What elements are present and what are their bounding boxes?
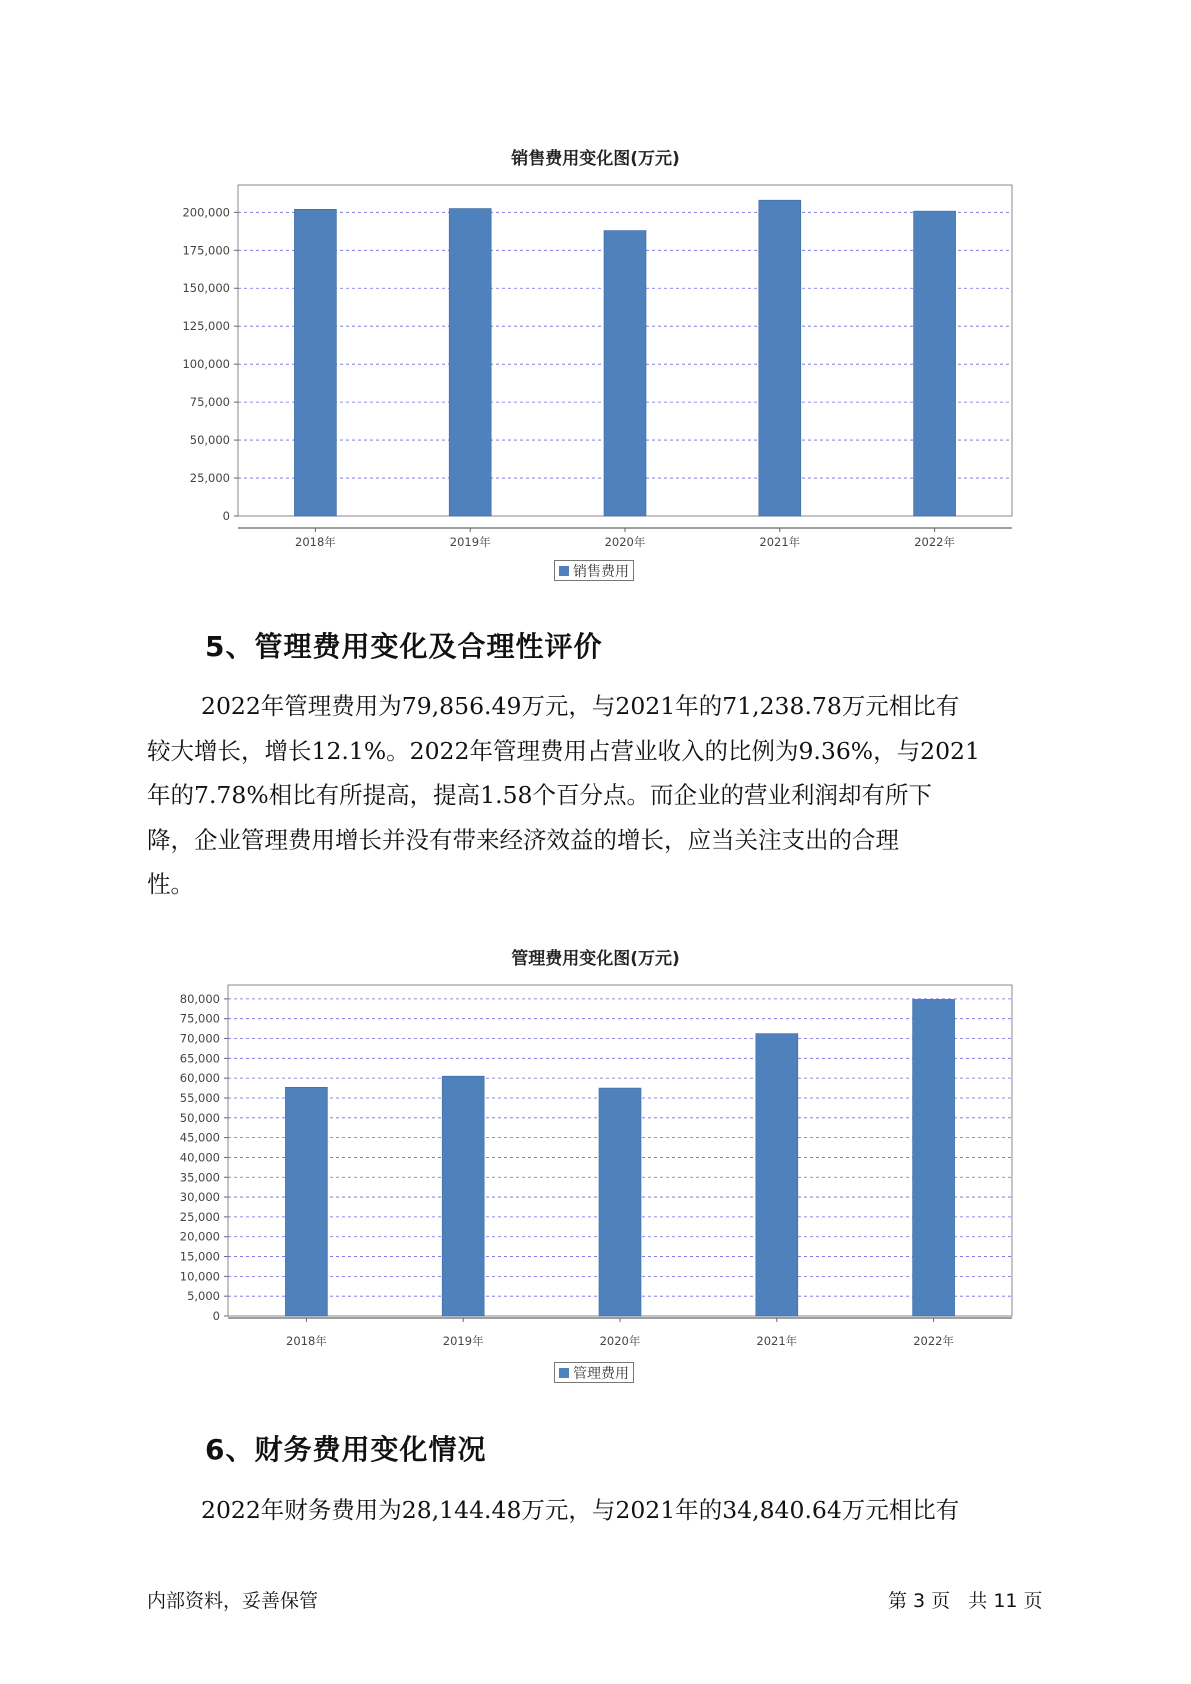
para-line: 年的7.78%相比有所提高，提高1.58个百分点。而企业的营业利润却有所下 [147, 781, 932, 809]
y-tick-label: 65,000 [179, 1051, 220, 1066]
x-tick-label: 2019年 [442, 1334, 484, 1348]
y-tick-label: 100,000 [182, 357, 230, 372]
legend-admin [554, 1362, 634, 1383]
para-line: 较大增长，增长12.1%。2022年管理费用占营业收入的比例为9.36%，与2021 [147, 736, 980, 765]
y-tick-label: 60,000 [179, 1071, 220, 1086]
x-tick-label: 2021年 [756, 1334, 798, 1348]
x-tick-label: 2022年 [913, 1334, 954, 1348]
y-tick-label: 40,000 [179, 1150, 220, 1165]
x-tick-label: 2018年 [295, 535, 336, 549]
y-tick-label: 0 [212, 1309, 220, 1323]
y-tick-label: 200,000 [182, 205, 230, 220]
bar-2019年 [442, 1076, 484, 1316]
y-tick-label: 35,000 [179, 1170, 220, 1185]
x-tick-label: 2021年 [759, 535, 801, 549]
y-tick-label: 150,000 [182, 281, 230, 296]
para-line: 性。 [147, 870, 194, 898]
para-line: 降，企业管理费用增长并没有带来经济效益的增长，应当关注支出的合理 [147, 825, 899, 854]
section-6-paragraph [147, 1488, 1047, 1533]
legend-label: 销售费用 [573, 564, 629, 580]
bar-2022年 [913, 999, 955, 1316]
y-tick-label: 25,000 [189, 471, 230, 486]
footer-confidential: 内部资料，妥善保管 [147, 1590, 319, 1612]
y-tick-label: 45,000 [179, 1130, 220, 1145]
y-tick-label: 50,000 [179, 1110, 220, 1125]
y-tick-label: 30,000 [179, 1190, 220, 1205]
y-tick-label: 175,000 [182, 243, 230, 258]
y-tick-label: 55,000 [179, 1090, 220, 1105]
y-tick-label: 20,000 [179, 1229, 220, 1244]
y-tick-label: 75,000 [189, 395, 230, 410]
y-tick-label: 125,000 [182, 319, 230, 334]
bar-2018年 [285, 1087, 327, 1316]
y-tick-label: 0 [222, 509, 230, 523]
legend-label: 管理费用 [573, 1366, 629, 1382]
bar-2021年 [756, 1034, 798, 1316]
section-6-heading: 6、财务费用变化情况 [205, 1433, 487, 1466]
footer-page-number: 第 3 页 共 11 页 [888, 1590, 1043, 1612]
x-tick-label: 2018年 [286, 1334, 327, 1348]
y-tick-label: 75,000 [179, 1011, 220, 1026]
y-tick-label: 50,000 [189, 433, 230, 448]
bar-2020年 [599, 1088, 641, 1316]
x-tick-label: 2020年 [604, 535, 646, 549]
para-line: 2022年管理费用为79,856.49万元，与2021年的71,238.78万元相比有 [201, 692, 960, 720]
x-tick-label: 2019年 [449, 535, 491, 549]
y-tick-label: 80,000 [179, 991, 220, 1006]
x-tick-label: 2020年 [599, 1334, 641, 1348]
y-tick-label: 70,000 [179, 1031, 220, 1046]
section-5-heading: 5、管理费用变化及合理性评价 [205, 630, 603, 663]
y-tick-label: 15,000 [179, 1249, 220, 1264]
x-tick-label: 2022年 [914, 535, 955, 549]
y-tick-label: 5,000 [187, 1289, 220, 1304]
y-tick-label: 25,000 [179, 1209, 220, 1224]
legend-swatch [559, 1368, 569, 1378]
chart-title-admin: 管理费用变化图(万元) [511, 949, 680, 969]
y-tick-label: 10,000 [179, 1269, 220, 1284]
para-line: 2022年财务费用为28,144.48万元，与2021年的34,840.64万元相比有 [201, 1496, 960, 1524]
chart-title-sales: 销售费用变化图(万元) [511, 149, 680, 169]
